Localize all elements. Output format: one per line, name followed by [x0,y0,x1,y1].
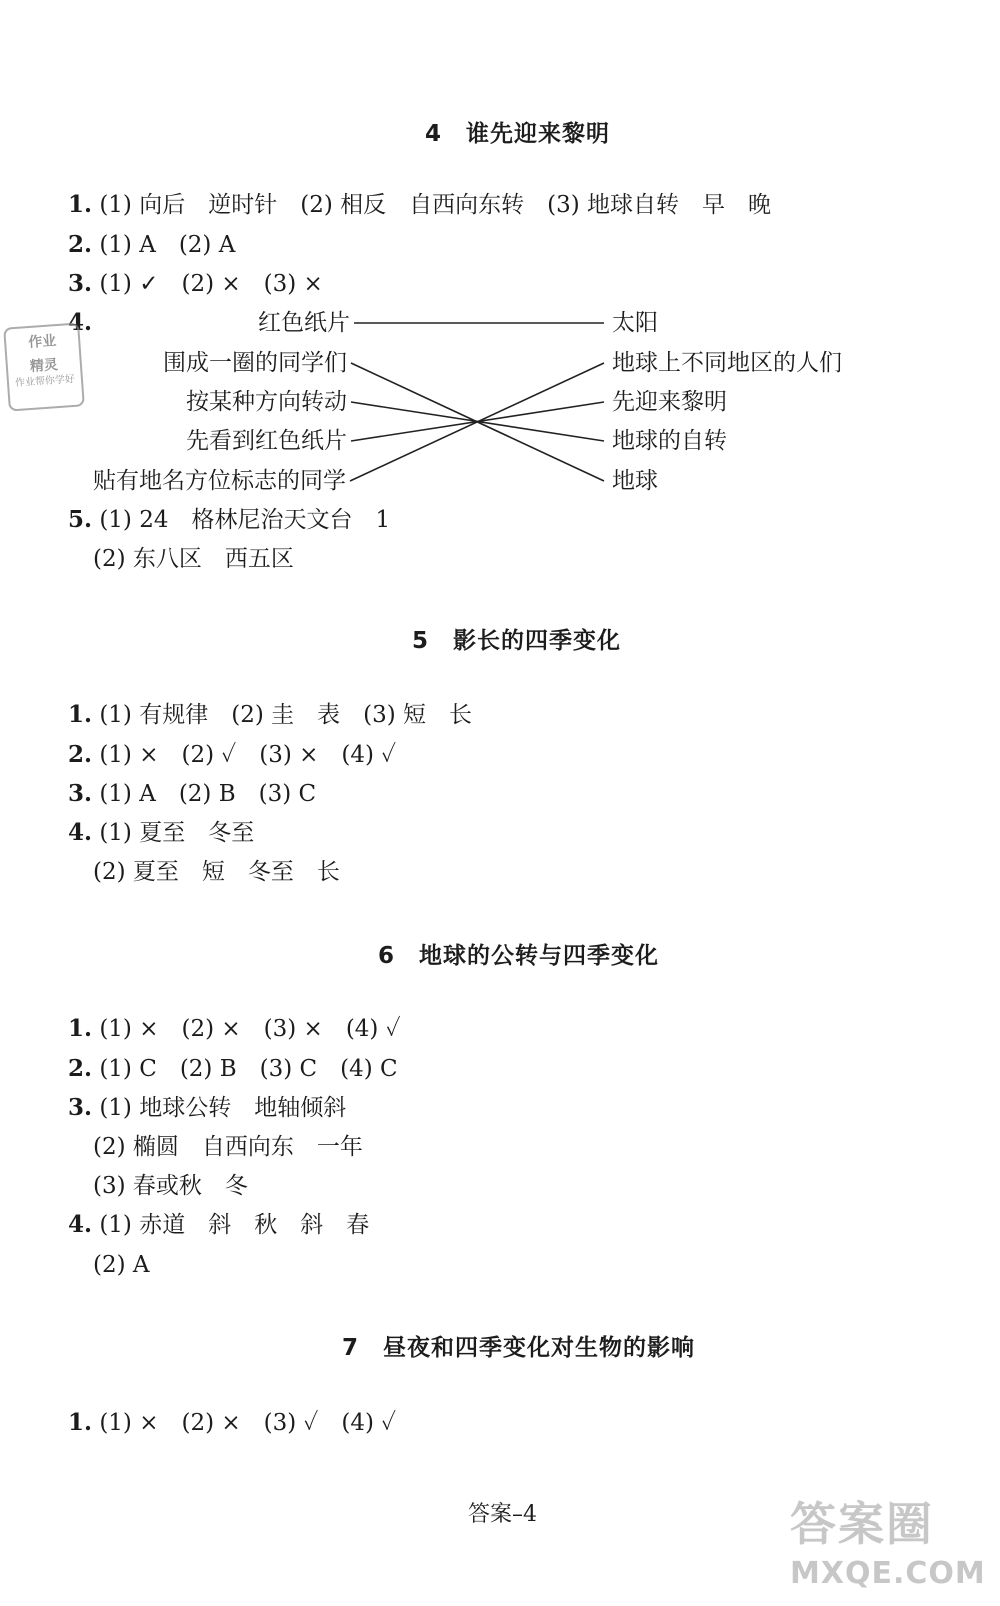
answer-line [68,1210,369,1240]
answer-text: (1) ✓ (2) × (3) × [99,271,323,297]
match-right-item: 地球上不同地区的人们 [612,350,842,376]
answer-line [93,1171,248,1201]
answer-text: (1) 赤道 斜 秋 斜 春 [99,1212,370,1238]
question-number: 1. [68,701,93,728]
section-title-5: 5 影长的四季变化 [412,628,622,654]
match-left-item: 先看到红色纸片 [186,428,347,454]
answer-line [68,1408,396,1438]
stamp-text: 作业帮你学好 [14,373,76,390]
match-left-item: 贴有地名方位标志的同学 [93,468,346,494]
page-number: 答案–4 [468,1502,537,1527]
answer-text: (2) 夏至 短 冬至 长 [93,859,340,885]
match-left-item: 围成一圈的同学们 [163,350,347,376]
answer-line [93,1132,363,1162]
question-number: 3. [68,780,93,807]
question-number: 4. [68,819,93,846]
question-number: 5. [68,506,93,533]
answer-text: (1) × (2) × (3) × (4) ✓ [99,1016,401,1042]
answer-text: (1) A (2) A [99,232,236,258]
answer-text: (2) 东八区 西五区 [93,546,294,572]
match-right-item: 地球 [612,468,658,494]
answer-text: (1) 向后 逆时针 (2) 相反 自西向东转 (3) 地球自转 早 晚 [99,192,771,218]
question-number: 3. [68,270,93,297]
answer-line [93,1250,150,1280]
match-left-item: 按某种方向转动 [186,389,347,415]
answer-text: (1) 夏至 冬至 [99,820,255,846]
answer-line [93,857,340,887]
answer-text: (2) 椭圆 自西向东 一年 [93,1134,363,1160]
section-title-4: 4 谁先迎来黎明 [425,121,611,147]
answer-text: (2) A [93,1252,150,1278]
match-right-item: 先迎来黎明 [612,389,727,415]
question-number: 4. [68,1211,93,1238]
answer-line [93,544,294,574]
question-number: 1. [68,191,93,218]
answer-line [68,779,316,809]
answer-line [68,505,390,535]
answer-line [68,818,254,848]
stamp-logo [3,322,85,411]
answer-text: (1) 有规律 (2) 圭 表 (3) 短 长 [99,702,472,728]
section-title-6: 6 地球的公转与四季变化 [378,943,660,969]
question-number: 2. [68,231,93,258]
answer-text: (1) × (2) ✓ (3) × (4) ✓ [99,742,397,768]
answer-line [68,1093,346,1123]
answer-text: (1) C (2) B (3) C (4) C [99,1056,398,1082]
question-number: 1. [68,1409,93,1436]
answer-text: (1) A (2) B (3) C [99,781,317,807]
question-number: 1. [68,1015,93,1042]
watermark-text: MXQE.COM [790,1556,986,1591]
question-number: 4. [68,309,93,336]
match-left-item: 红色纸片 [258,310,350,336]
question-number: 3. [68,1094,93,1121]
stamp-text: 作业 [27,333,57,352]
match-right-item: 太阳 [612,310,658,336]
question-number: 2. [68,741,93,768]
answer-text: (1) × (2) × (3) ✓ (4) ✓ [99,1410,397,1436]
answer-text: (1) 24 格林尼治天文台 1 [99,507,391,533]
answer-line [68,740,396,770]
watermark-text: 答案圈 [790,1497,934,1551]
answer-line [68,700,472,730]
match-right-item: 地球的自转 [612,428,727,454]
answer-line [68,1014,401,1044]
answer-text: (3) 春或秋 冬 [93,1173,248,1199]
question-number: 2. [68,1055,93,1082]
answer-line [68,1054,398,1084]
section-title-7: 7 昼夜和四季变化对生物的影响 [342,1335,696,1361]
stamp-text: 精灵 [29,357,59,375]
watermark-logo [790,1488,990,1598]
answer-text: (1) 地球公转 地轴倾斜 [99,1095,347,1121]
